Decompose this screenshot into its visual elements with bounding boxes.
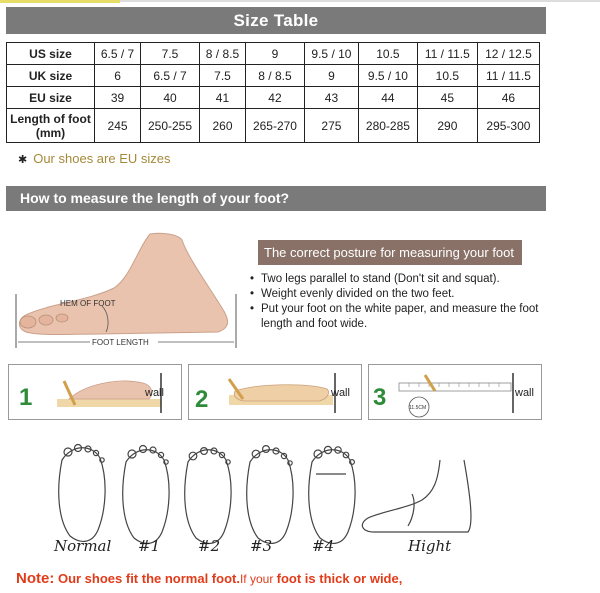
table-cell: 245 [95,109,141,143]
table-cell: 41 [199,87,245,109]
step-number: 2 [195,386,209,413]
table-cell: 8 / 8.5 [199,43,245,65]
table-cell: 39 [95,87,141,109]
table-cell: 11 / 11.5 [417,43,477,65]
note-text-bold-2: foot is thick or wide, [276,571,403,586]
size-table-header: Size Table [6,7,546,34]
table-cell: 11 / 11.5 [477,65,539,87]
size-row-eu [7,87,540,109]
foot-type-4: #4 [312,537,335,555]
fit-note [16,570,402,587]
row-header: US size [7,43,95,65]
foot-length-label: FOOT LENGTH [92,338,149,347]
star-icon: ✱ [18,154,28,166]
row-header: EU size [7,87,95,109]
eu-size-note [18,151,171,166]
table-cell: 42 [246,87,305,109]
foot-type-2: #2 [198,537,221,555]
foot-side-illustration [10,228,240,358]
table-cell: 275 [304,109,358,143]
table-cell: 45 [417,87,477,109]
size-row-us [7,43,540,65]
wall-label: wall [145,387,164,399]
posture-item: • Two legs parallel to stand (Don't sit and squat). [250,272,550,287]
table-cell: 10.5 [417,65,477,87]
table-cell: 6.5 / 7 [141,65,200,87]
wall-label: wall [515,387,534,399]
table-cell: 6 [95,65,141,87]
table-cell: 12 / 12.5 [477,43,539,65]
table-cell: 250-255 [141,109,200,143]
table-cell: 46 [477,87,539,109]
table-cell: 9 [246,43,305,65]
measure-step-2 [188,364,362,420]
step-number: 3 [373,384,387,411]
table-cell: 7.5 [141,43,200,65]
table-cell: 295-300 [477,109,539,143]
foot-type-1: #1 [138,537,161,555]
note-label: Note: [16,570,55,587]
measure-step-1 [8,364,182,420]
table-cell: 40 [141,87,200,109]
table-cell: 260 [199,109,245,143]
posture-item: • Weight evenly divided on the two feet. [250,287,550,302]
table-cell: 6.5 / 7 [95,43,141,65]
hem-of-foot-label: HEM OF FOOT [60,299,116,308]
table-cell: 9.5 / 10 [358,65,417,87]
top-rule [0,0,600,3]
foot-type-high: Hight [408,537,452,555]
wall-label: wall [331,387,350,399]
ruler-zoom-label: 11.5CM [409,405,427,411]
row-header-length [7,109,95,143]
table-cell: 265-270 [246,109,305,143]
posture-item: • Put your foot on the white paper, and measure the foot length and foot wide. [250,302,550,332]
measure-step-3 [368,364,542,420]
table-cell: 7.5 [199,65,245,87]
table-cell: 44 [358,87,417,109]
table-cell: 9 [304,65,358,87]
foot-type-normal: Normal [54,537,112,555]
table-cell: 10.5 [358,43,417,65]
row-header-length-line2: (mm) [35,125,66,140]
size-row-uk [7,65,540,87]
foot-type-3: #3 [250,537,273,555]
size-row-length [7,109,540,143]
table-cell: 8 / 8.5 [246,65,305,87]
table-cell: 9.5 / 10 [304,43,358,65]
measure-header: How to measure the length of your foot? [6,186,546,211]
row-header: UK size [7,65,95,87]
posture-list [250,272,550,332]
table-cell: 43 [304,87,358,109]
table-cell: 280-285 [358,109,417,143]
size-table [6,42,540,143]
note-text-plain: If your [239,572,277,586]
row-header-length-line1: Length of foot [10,111,91,126]
posture-title: The correct posture for measuring your foot [258,240,522,265]
eu-size-note-text: Our shoes are EU sizes [33,151,171,166]
note-text-bold: Our shoes fit the normal foot. [57,571,240,586]
step-number: 1 [19,384,33,411]
table-cell: 290 [417,109,477,143]
